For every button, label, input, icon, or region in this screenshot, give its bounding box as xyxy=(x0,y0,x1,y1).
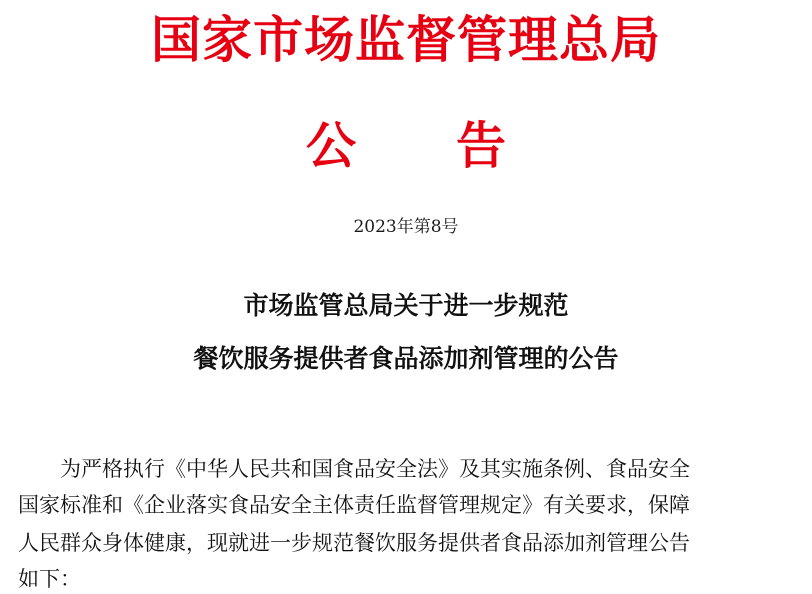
body-text-line: 如下： xyxy=(18,567,81,591)
issuing-agency: 国家市场监督管理总局 xyxy=(151,10,661,69)
document-number: 2023年第8号 xyxy=(353,217,459,237)
document-heading-line-1: 市场监管总局关于进一步规范 xyxy=(243,291,569,320)
body-text-line: 人民群众身体健康，现就进一步规范餐饮服务提供者食品添加剂管理公告 xyxy=(18,531,690,555)
body-text-line: 国家标准和《企业落实食品安全主体责任监督管理规定》有关要求，保障 xyxy=(18,493,690,517)
document-heading-line-2: 餐饮服务提供者食品添加剂管理的公告 xyxy=(193,344,619,373)
notice-title: 公 告 xyxy=(306,116,506,175)
body-text-line: 为严格执行《中华人民共和国食品安全法》及其实施条例、食品安全 xyxy=(18,457,690,481)
